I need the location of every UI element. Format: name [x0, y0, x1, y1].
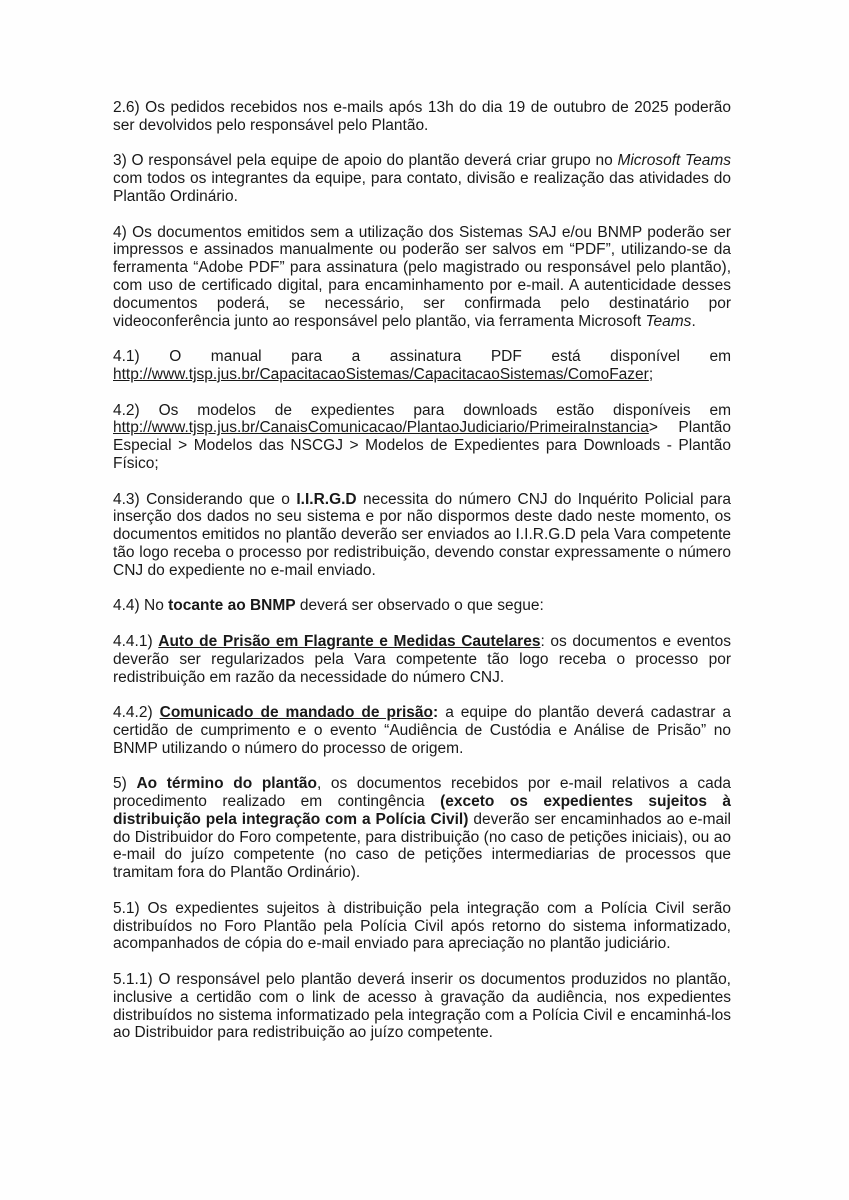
item-2-6 [113, 99, 731, 135]
emphasis-text: : [433, 704, 439, 722]
text-run: deverão ser encaminhados ao e-mail do Distribuidor do Foro competente, para distribuição (no caso de petições iniciais), ou ao e-mail do juízo competente (no caso de petições intermediarias de processos que tramitam fora do Plantão Ordinário). [113, 810, 731, 882]
text-run: 4.4.2) [113, 704, 160, 722]
text-run: 4) Os documentos emitidos sem a utilização dos Sistemas SAJ e/ou BNMP poderão ser impressos e assinados manualmente ou poderão ser salvos em “PDF”, utilizando-se da ferramenta “Adobe PDF” para assinatura (pelo magistrado ou responsável pelo plantão), com uso de certificado digital, para encaminhamento por e-mail. A autenticidade desses documentos poderá, se necessário, ser confirmada pelo destinatário por videoconferência junto ao responsável pelo plantão, via ferramenta Microsoft [113, 223, 731, 330]
text-run: a equipe do plantão deverá cadastrar a certidão de cumprimento e o evento “Audiência de Custódia e Análise de Prisão” no BNMP utilizando o número do processo de origem. [113, 704, 731, 757]
item-4 [113, 224, 731, 331]
item-4-2 [113, 402, 731, 473]
text-run: 3) O responsável pela equipe de apoio do plantão deverá criar grupo no [113, 152, 618, 170]
text-run: 4.4.1) [113, 632, 159, 650]
text-run: com todos os integrantes da equipe, para contato, divisão e realização das atividades do Plantão Ordinário. [113, 170, 731, 205]
text-run: 4.2) Os modelos de expedientes para downloads estão disponíveis em [113, 401, 731, 419]
text-run: 2.6) Os pedidos recebidos nos e-mails após 13h do dia 19 de outubro de 2025 poderão ser devolvidos pelo responsável pelo Plantão. [113, 99, 731, 134]
emphasis-text: I.I.R.G.D [296, 490, 357, 508]
text-run: 5.1) Os expedientes sujeitos à distribuição pela integração com a Polícia Civil serão distribuídos no Foro Plantão pela Polícia Civil após retorno do sistema informatizado, acompanhados de cópia do e-mail enviado para apreciação no plantão judiciário. [113, 899, 731, 953]
text-run: > Plantão Especial > Modelos das NSCGJ > Modelos de Expedientes para Downloads - Plantão Físico; [113, 419, 731, 472]
item-4-4 [113, 597, 731, 615]
item-4-1 [113, 348, 731, 384]
emphasis-text: Auto de Prisão em Flagrante e Medidas Cautelares [158, 632, 541, 650]
text-run: , os documentos recebidos por e-mail relativos a cada procedimento realizado em contingência [113, 775, 732, 811]
text-run: 5) [113, 775, 137, 793]
document-body [113, 99, 731, 1060]
item-3 [113, 152, 731, 205]
text-run: 4.4) No [113, 597, 169, 615]
text-run: necessita do número CNJ do Inquérito Policial para inserção dos dados no seu sistema e por não dispormos deste dado neste momento, os documentos emitidos no plantão deverão ser enviados ao I.I.R.G.D pela Vara competente tão logo receba o processo por redistribuição, devendo constar expressamente o número CNJ do expediente no e-mail enviado. [113, 490, 731, 579]
text-run: Teams [645, 312, 692, 330]
text-run: ; [648, 365, 654, 383]
emphasis-text: tocante ao BNMP [168, 597, 296, 615]
item-5 [113, 775, 731, 882]
item-4-4-2 [113, 704, 731, 757]
emphasis-text: Comunicado de mandado de prisão [159, 704, 434, 722]
emphasis-text: (exceto os expedientes sujeitos à distribuição pela integração com a Polícia Civil) [113, 793, 731, 828]
text-run: Microsoft Teams [617, 152, 732, 170]
hyperlink[interactable]: http://www.tjsp.jus.br/CanaisComunicacao/PlantaoJudiciario/PrimeiraInstancia [113, 419, 649, 437]
item-4-4-1 [113, 633, 731, 686]
text-run: . [691, 312, 696, 330]
text-run: 4.3) Considerando que o [113, 490, 297, 508]
item-4-3 [113, 491, 731, 580]
text-run: 5.1.1) O responsável pelo plantão deverá inserir os documentos produzidos no plantão, inclusive a certidão com o link de acesso à gravação da audiência, nos expedientes distribuídos no sistema informatizado pela integração com a Polícia Civil e encaminhá-los ao Distribuidor para redistribuição ao juízo competente. [113, 971, 731, 1042]
item-5-1 [113, 900, 731, 953]
text-run: deverá ser observado o que segue: [295, 597, 544, 615]
item-5-1-1 [113, 971, 731, 1042]
text-run: 4.1) O manual para a assinatura PDF está disponível em [113, 348, 731, 366]
hyperlink[interactable]: http://www.tjsp.jus.br/CapacitacaoSistemas/CapacitacaoSistemas/ComoFazer [113, 365, 649, 383]
emphasis-text: Ao término do plantão [136, 775, 317, 793]
text-run: : os documentos e eventos deverão ser regularizados pela Vara competente tão logo receba o processo por redistribuição em razão da necessidade do número CNJ. [113, 632, 731, 686]
